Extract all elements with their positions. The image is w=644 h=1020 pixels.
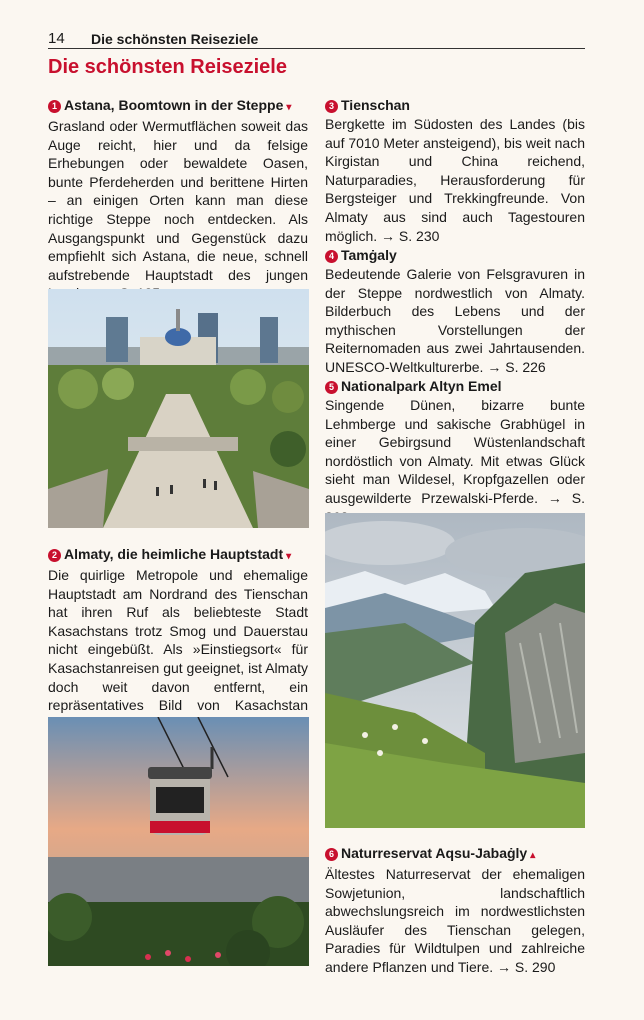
entry-text: Ältestes Naturreservat der ehemaligen Sowjetunion, landschaftlich abwechslungsreich im nordwestlichsten Ausläufer des Tienschan gelegen, Paradies für Wildtulpen und zahlreiche andere Pflanzen und Tiere. → S. 290 bbox=[325, 866, 585, 975]
triangle-up-icon: ▴ bbox=[530, 850, 536, 861]
almaty-cable-car-photo bbox=[48, 717, 309, 966]
entry-almaty bbox=[48, 545, 308, 733]
triangle-down-icon: ▾ bbox=[286, 102, 292, 113]
astana-photo bbox=[48, 289, 309, 528]
running-title: Die schönsten Reiseziele bbox=[91, 31, 259, 47]
entry-number-badge: 5 bbox=[325, 381, 338, 394]
entry-heading: Tamġaly bbox=[341, 247, 397, 263]
entry-text: Grasland oder Wermutflächen soweit das Auge reicht, hier und da felsige Erhebungen oder bewaldete Oasen, bunte Pferdeherden und berittene Hirten – an einigen Orten kann man diese richtige Steppe noch entdecken. Als Ausgangspunkt und Gegenstück dazu empfiehlt sich Astana, die neue, schnell aufstrebende Hauptstadt des jungen bbox=[48, 118, 308, 283]
entry-astana bbox=[48, 96, 308, 303]
entry-text: Bedeutende Galerie von Felsgravuren in der Steppe nordwestlich von Almaty. Bilderbuch des Lebens und der mythischen Vorstellungen der Reiternomaden aus zwei Jahrtausenden. UNESCO-Weltkulturerbe. → S. 226 bbox=[325, 266, 585, 375]
entry-number-badge: 3 bbox=[325, 100, 338, 113]
entry-number-badge: 6 bbox=[325, 848, 338, 861]
entry-tamgaly bbox=[325, 246, 585, 377]
entry-heading: Astana, Boomtown in der Steppe bbox=[64, 97, 284, 113]
entry-number-badge: 1 bbox=[48, 100, 61, 113]
triangle-down-icon: ▾ bbox=[286, 551, 292, 562]
page-title: Die schönsten Reiseziele bbox=[48, 56, 287, 78]
entry-text: Singende Dünen, bizarre bunte Lehmberge und sakische Grabhügel in einer Gebirgsund Wüstenlandschaft nordöstlich von Almaty. Mit etwas Glück sieht man Wildesel, Kropfgazellen oder ausgewilderte Przewalski-Pferde. → S. bbox=[325, 397, 585, 506]
entry-aqsu-jabagly bbox=[325, 844, 585, 977]
entry-number-badge: 4 bbox=[325, 250, 338, 263]
entry-number-badge: 2 bbox=[48, 549, 61, 562]
entry-text: Die quirlige Metropole und ehemalige Hauptstadt am Nordrand des Tienschan hat ihren Ruf als beliebteste Stadt Kasachstans trotz Smog und Dauerstau nicht eingebüßt. Als »Einstiegsort« für Kasachstanreisen gut geeignet, ist Almaty doch weit davon entfernt, ein repräsentatives Bild von Kasachstan bbox=[48, 567, 308, 714]
entry-heading: Tienschan bbox=[341, 97, 410, 113]
mountain-valley-photo bbox=[325, 513, 585, 828]
entry-text: Bergkette im Südosten des Landes (bis auf 7010 Meter ansteigend), bis weit nach Kirgistan und China reichend, Naturparadies, Herausforderung für Bergsteiger und Trekkingfreunde. Von Almaty aus sind auch Tagestouren möglich. → S. 230 bbox=[325, 116, 585, 244]
entry-tienschan bbox=[325, 96, 585, 245]
entry-altyn-emel bbox=[325, 377, 585, 526]
entry-heading: Naturreservat Aqsu-Jabaġly bbox=[341, 845, 528, 861]
entry-heading: Nationalpark Altyn Emel bbox=[341, 378, 502, 394]
entry-heading: Almaty, die heimliche Hauptstadt bbox=[64, 546, 284, 562]
page-header bbox=[48, 30, 585, 49]
page-number: 14 bbox=[48, 30, 65, 47]
